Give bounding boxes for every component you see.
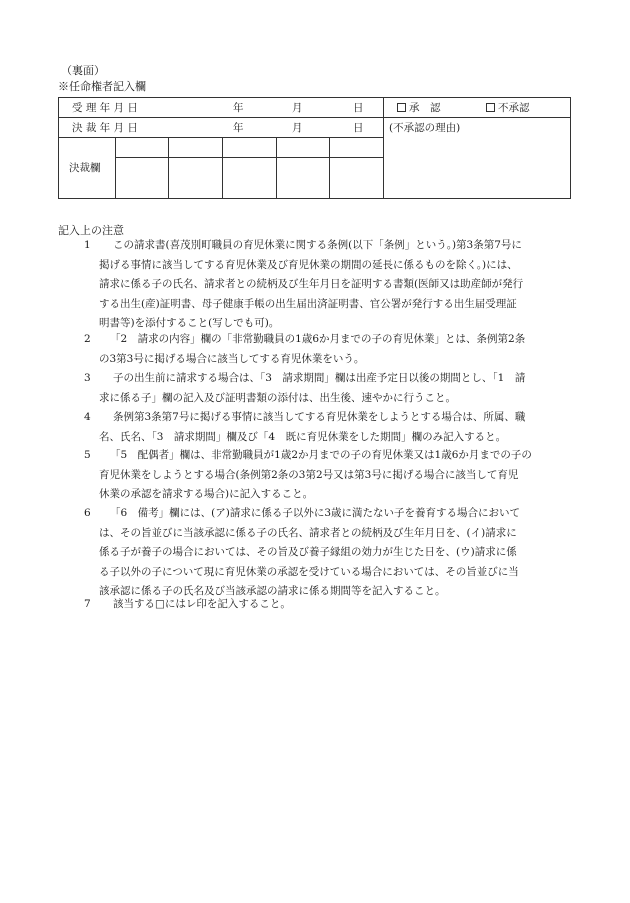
approve-option[interactable] — [397, 102, 441, 114]
note-line: 「6 備考」欄には、(ア)請求に係る子以外に3歳に満たない子を養育する場合において — [110, 507, 521, 519]
disapproval-reason-label: (不承認の理由) — [389, 122, 461, 134]
note-number: 2 — [84, 333, 91, 345]
received-day-unit: 日 — [353, 102, 364, 114]
approve-label: 承 認 — [409, 102, 441, 114]
note-number: 1 — [84, 239, 91, 251]
note-item-5 — [62, 446, 574, 505]
note-line: 条例第3条第7号に掲げる事情に該当してする育児休業をしようとする場合は、所属、職 — [113, 411, 526, 423]
note-line: 休業の承認を請求する場合)に記入すること。 — [99, 488, 314, 500]
note-line: 明書等)を添付すること(写しでも可)。 — [99, 317, 280, 329]
disapprove-option[interactable] — [486, 102, 530, 114]
note-line: の3第3号に掲げる場合に該当してする育児休業をいう。 — [99, 352, 365, 365]
note-item-3 — [62, 369, 574, 408]
note-line: 求に係る子」欄の記入及び証明書類の添付は、出生後、速やかに行うこと。 — [99, 391, 456, 404]
notes-title: 記入上の注意 — [58, 224, 124, 237]
decided-day-unit: 日 — [353, 122, 364, 134]
note-line: 該承認に係る子の氏名及び当該承認の請求に係る期間等を記入すること。 — [99, 585, 446, 597]
note-line: 「5 配偶者」欄は、非常勤職員が1歳2か月までの子の育児休業又は1歳6か月までの子の — [110, 449, 532, 461]
approve-checkbox-icon[interactable] — [397, 103, 406, 112]
note-number: 7 — [84, 598, 91, 610]
decided-month-unit: 月 — [292, 122, 303, 134]
section-label: ※任命権者記入欄 — [58, 80, 146, 93]
note-line: は、その旨並びに当該承認に係る子の氏名、請求者との続柄及び生年月日を、(イ)請求に — [99, 526, 517, 539]
decided-date-label: 決 裁 年 月 日 — [72, 122, 138, 134]
decided-year-unit: 年 — [233, 122, 244, 134]
note-line: この請求書(喜茂別町職員の育児休業に関する条例(以下「条例」という。)第3条第7号に — [113, 239, 522, 251]
note-item-7 — [62, 595, 574, 615]
note-item-6 — [62, 504, 574, 602]
note-line: る子以外の子について現に育児休業の承認を受けている場合においては、その旨並びに当 — [99, 565, 519, 578]
note-line: 名、氏名、「3 請求期間」欄及び「4 既に育児休業をした期間」欄のみ記入すると。 — [99, 430, 507, 443]
note-line: 係る子が養子の場合においては、その旨及び養子縁組の効力が生じた日を、(ウ)請求に係 — [99, 546, 517, 558]
reverse-side-label: （裏面） — [61, 64, 105, 77]
note-line: 「2 請求の内容」欄の「非常勤職員の1歳6か月までの子の育児休業」とは、条例第2条 — [110, 333, 526, 345]
note-item-2 — [62, 330, 574, 369]
decision-column-label: 決裁欄 — [69, 162, 101, 174]
note-line: 子の出生前に請求する場合は、「3 請求期間」欄は出産予定日以後の期間とし、「1 請 — [113, 372, 526, 384]
received-month-unit: 月 — [292, 102, 303, 114]
note-line: 該当する□にはレ印を記入すること。 — [113, 598, 291, 610]
note-number: 4 — [84, 411, 91, 423]
note-line: 育児休業をしようとする場合(条例第2条の3第2号又は第3号に掲げる場合に該当して育児 — [99, 468, 519, 481]
note-number: 6 — [84, 507, 91, 519]
note-line: 請求に係る子の氏名、請求者との続柄及び生年月日を証明する書類(医師又は助産師が発行 — [99, 278, 524, 290]
note-number: 5 — [84, 449, 91, 461]
note-item-1 — [62, 236, 574, 334]
disapprove-checkbox-icon[interactable] — [486, 103, 495, 112]
approval-table — [58, 97, 571, 199]
note-item-4 — [62, 408, 574, 447]
received-year-unit: 年 — [233, 102, 244, 114]
disapprove-label: 不承認 — [498, 102, 530, 114]
received-date-label: 受 理 年 月 日 — [72, 102, 138, 114]
note-line: 掲げる事情に該当してする育児休業及び育児休業の期間の延長に係るものを除く。)には、 — [99, 258, 518, 271]
note-number: 3 — [84, 372, 91, 384]
note-line: する出生(産)証明書、母子健康手帳の出生届出済証明書、官公署が発行する出生届受理証 — [99, 297, 517, 310]
